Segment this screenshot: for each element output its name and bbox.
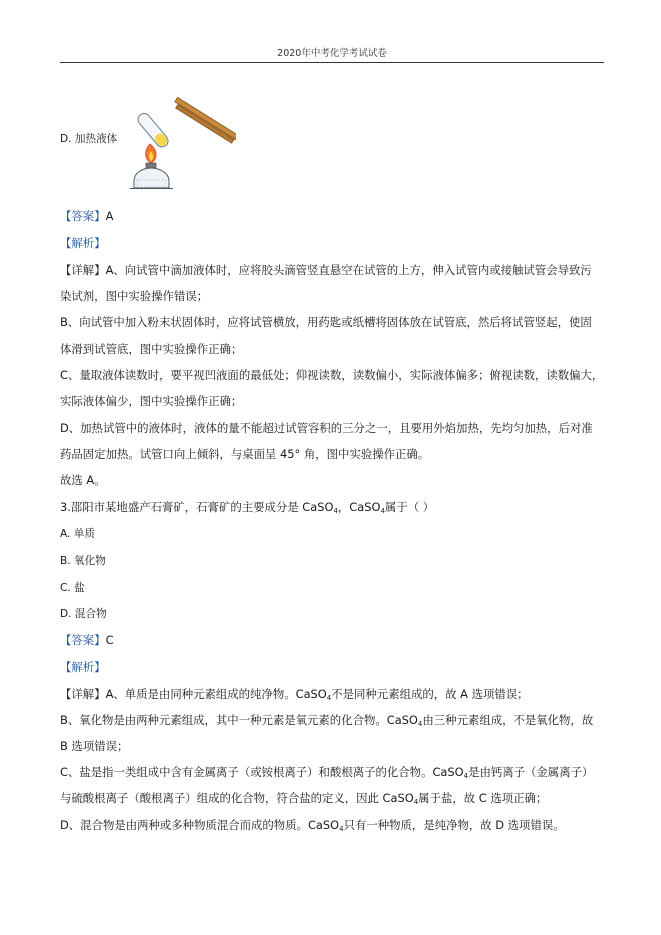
q2-detail-a-1: 【详解】A、向试管中滴加液体时，应将胶头滴管竖直悬空在试管的上方，伸入试管内或接触试管会导致污	[60, 263, 592, 277]
q3-detail-b-2: B 选项错误；	[60, 739, 129, 753]
q3-option-d: D. 混合物	[60, 608, 107, 620]
detail-tag: 【详解】	[60, 263, 106, 277]
q2-detail-c-2: 实际液体偏少，图中实验操作正确；	[60, 394, 243, 408]
answer-value: A	[105, 209, 114, 223]
q3-option-b: B. 氧化物	[60, 555, 106, 567]
q3-option-c: C. 盐	[60, 582, 85, 594]
q3-detail-d: D、混合物是由两种或多种物质混合而成的物质。CaSO$_4$只有一种物质，是纯净物，故 D 选项错误。	[60, 818, 565, 833]
heating-liquid-figure	[126, 88, 236, 192]
test-tube	[136, 111, 171, 149]
q3-analysis-tag: 【解析】	[60, 660, 106, 674]
detail-tag: 【详解】	[60, 687, 106, 701]
q2-analysis-tag: 【解析】	[60, 236, 106, 250]
q3-detail-c-1: C、盐是指一类组成中含有金属离子（或铵根离子）和酸根离子的化合物。CaSO$_4$是由钙离子（金属离子）	[60, 765, 594, 780]
q3-stem: 3.邵阳市某地盛产石膏矿，石膏矿的主要成分是 CaSO$_4$，CaSO$_4$属于（ ）	[60, 500, 435, 515]
q2-detail-d-2: 药品固定加热。试管口向上倾斜，与桌面呈 45° 角，图中实验操作正确。	[60, 447, 430, 461]
q2-detail-d-1: D、加热试管中的液体时，液体的量不能超过试管容积的三分之一，且要用外焰加热，先均匀加热，后对准	[60, 421, 593, 435]
header-title: 2020年中考化学考试试卷	[277, 48, 387, 59]
answer-value: C	[105, 633, 114, 647]
q2-option-d: D. 加热液体	[60, 133, 118, 145]
q2-detail-b-2: 体滑到试管底，图中实验操作正确；	[60, 342, 243, 356]
q2-conclusion: 故选 A。	[60, 473, 106, 487]
q3-detail-a: 【详解】A、单质是由同种元素组成的纯净物。CaSO$_4$不是同种元素组成的，故 A 选项错误；	[60, 687, 529, 702]
q3-option-a: A. 单质	[60, 528, 95, 540]
q2-detail-b-1: B、向试管中加入粉末状固体时，应将试管横放，用药匙或纸槽将固体放在试管底，然后将试管竖起，使固	[60, 315, 592, 329]
q2-answer	[60, 208, 113, 224]
answer-tag: 【答案】	[60, 209, 106, 223]
q3-answer	[60, 632, 114, 648]
page-header	[60, 45, 604, 63]
tube-holder	[172, 97, 236, 145]
q2-detail-a-2: 染试剂，图中实验操作错误；	[60, 289, 209, 303]
q3-detail-b-1: B、氧化物是由两种元素组成，其中一种元素是氧元素的化合物。CaSO$_4$由三种元素组成，不是氧化物，故	[60, 713, 594, 728]
q2-detail-c-1: C、量取液体读数时，要平视凹液面的最低处；仰视读数，读数偏小，实际液体偏多；俯视读数，读数偏大，	[60, 368, 604, 382]
q3-detail-c-2: 与硫酸根离子（酸根离子）组成的化合物，符合盐的定义，因此 CaSO$_4$属于盐，故 C 选项正确；	[60, 791, 548, 806]
answer-tag: 【答案】	[60, 633, 106, 647]
alcohol-lamp	[134, 168, 169, 188]
